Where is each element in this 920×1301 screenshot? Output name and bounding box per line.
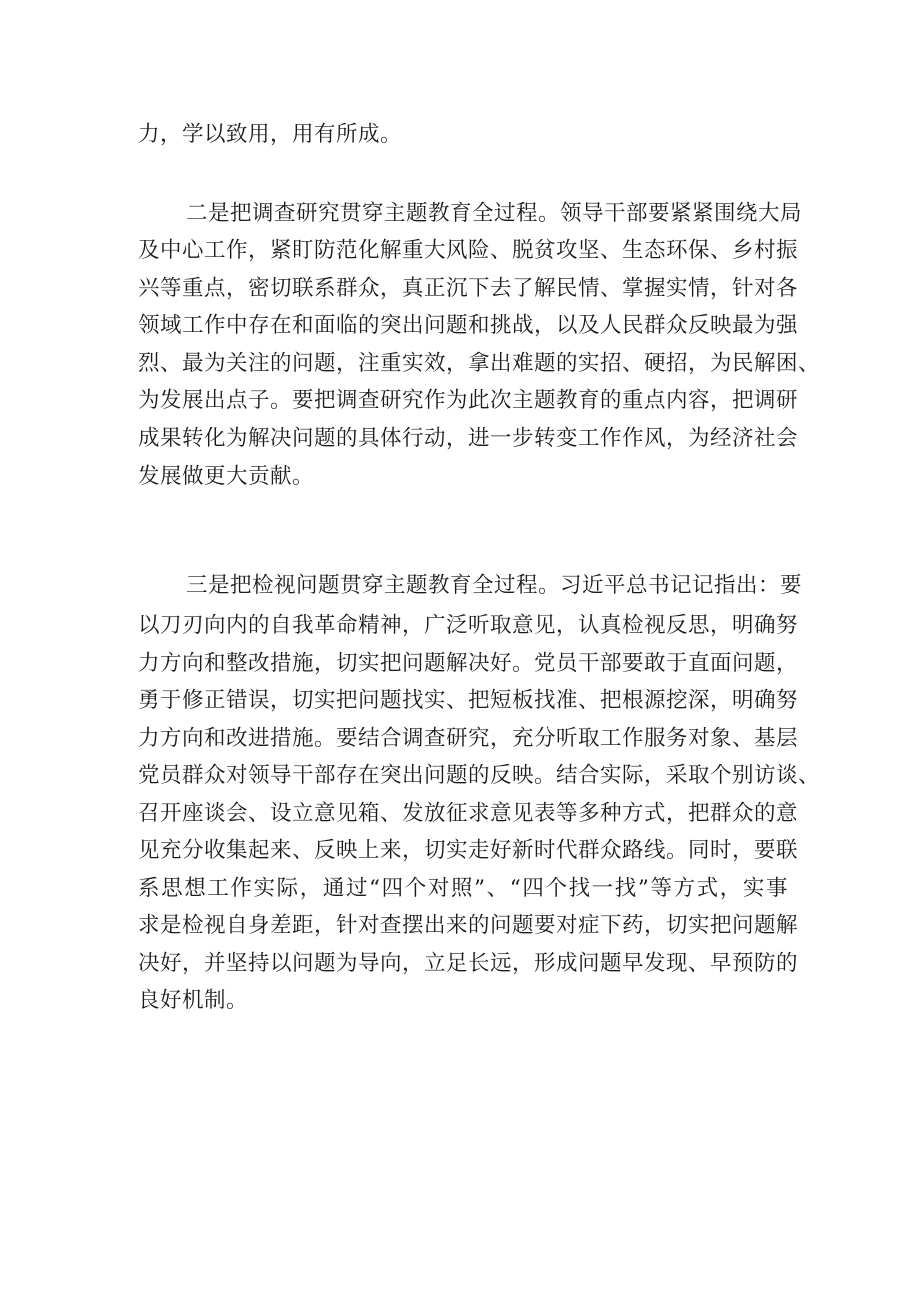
paragraph-3-line-1: 三是把检视问题贯穿主题教育全过程。习近平总书记记指出：要 xyxy=(186,573,803,598)
paragraph-2-line-6: 为发展出点子。要把调查研究作为此次主题教育的重点内容，把调研 xyxy=(138,388,799,413)
paragraph-2-line-8: 发展做更大贡献。 xyxy=(138,464,315,489)
paragraph-2-line-4: 领域工作中存在和面临的突出问题和挑战，以及人民群众反映最为强 xyxy=(138,313,799,338)
paragraph-3-line-5: 力方向和改进措施。要结合调查研究，充分听取工作服务对象、基层 xyxy=(138,726,799,751)
paragraph-2-line-3: 兴等重点，密切联系群众，真正沉下去了解民情、掌握实情，针对各 xyxy=(138,276,799,301)
paragraph-3-line-9: 系思想工作实际，通过“四个对照”、“四个找一找”等方式，实事 xyxy=(138,876,788,901)
paragraph-3-line-8: 见充分收集起来、反映上来，切实走好新时代群众路线。同时，要联 xyxy=(138,838,799,863)
paragraph-3-line-10: 求是检视自身差距，针对查摆出来的问题要对症下药，切实把问题解 xyxy=(138,913,799,938)
paragraph-2-line-1: 二是把调查研究贯穿主题教育全过程。领导干部要紧紧围绕大局 xyxy=(186,201,803,226)
paragraph-1-line-1: 力，学以致用，用有所成。 xyxy=(138,122,403,147)
paragraph-3-line-6: 党员群众对领导干部存在突出问题的反映。结合实际，采取个别访谈、 xyxy=(138,763,821,788)
paragraph-2-line-7: 成果转化为解决问题的具体行动，进一步转变工作作风，为经济社会 xyxy=(138,426,799,451)
paragraph-2-line-2: 及中心工作，紧盯防范化解重大风险、脱贫攻坚、生态环保、乡村振 xyxy=(138,238,799,263)
paragraph-3-line-11: 决好，并坚持以问题为导向，立足长远，形成问题早发现、早预防的 xyxy=(138,951,799,976)
paragraph-3-line-7: 召开座谈会、设立意见箱、发放征求意见表等多种方式，把群众的意 xyxy=(138,801,799,826)
paragraph-3-line-3: 力方向和整改措施，切实把问题解决好。党员干部要敢于直面问题， xyxy=(138,651,799,676)
paragraph-3-line-12: 良好机制。 xyxy=(138,988,249,1013)
paragraph-2-line-5: 烈、最为关注的问题，注重实效，拿出难题的实招、硬招，为民解困、 xyxy=(138,351,821,376)
paragraph-3-line-2: 以刀刃向内的自我革命精神，广泛听取意见，认真检视反思，明确努 xyxy=(138,613,799,638)
paragraph-3-line-4: 勇于修正错误，切实把问题找实、把短板找准、把根源挖深，明确努 xyxy=(138,688,799,713)
